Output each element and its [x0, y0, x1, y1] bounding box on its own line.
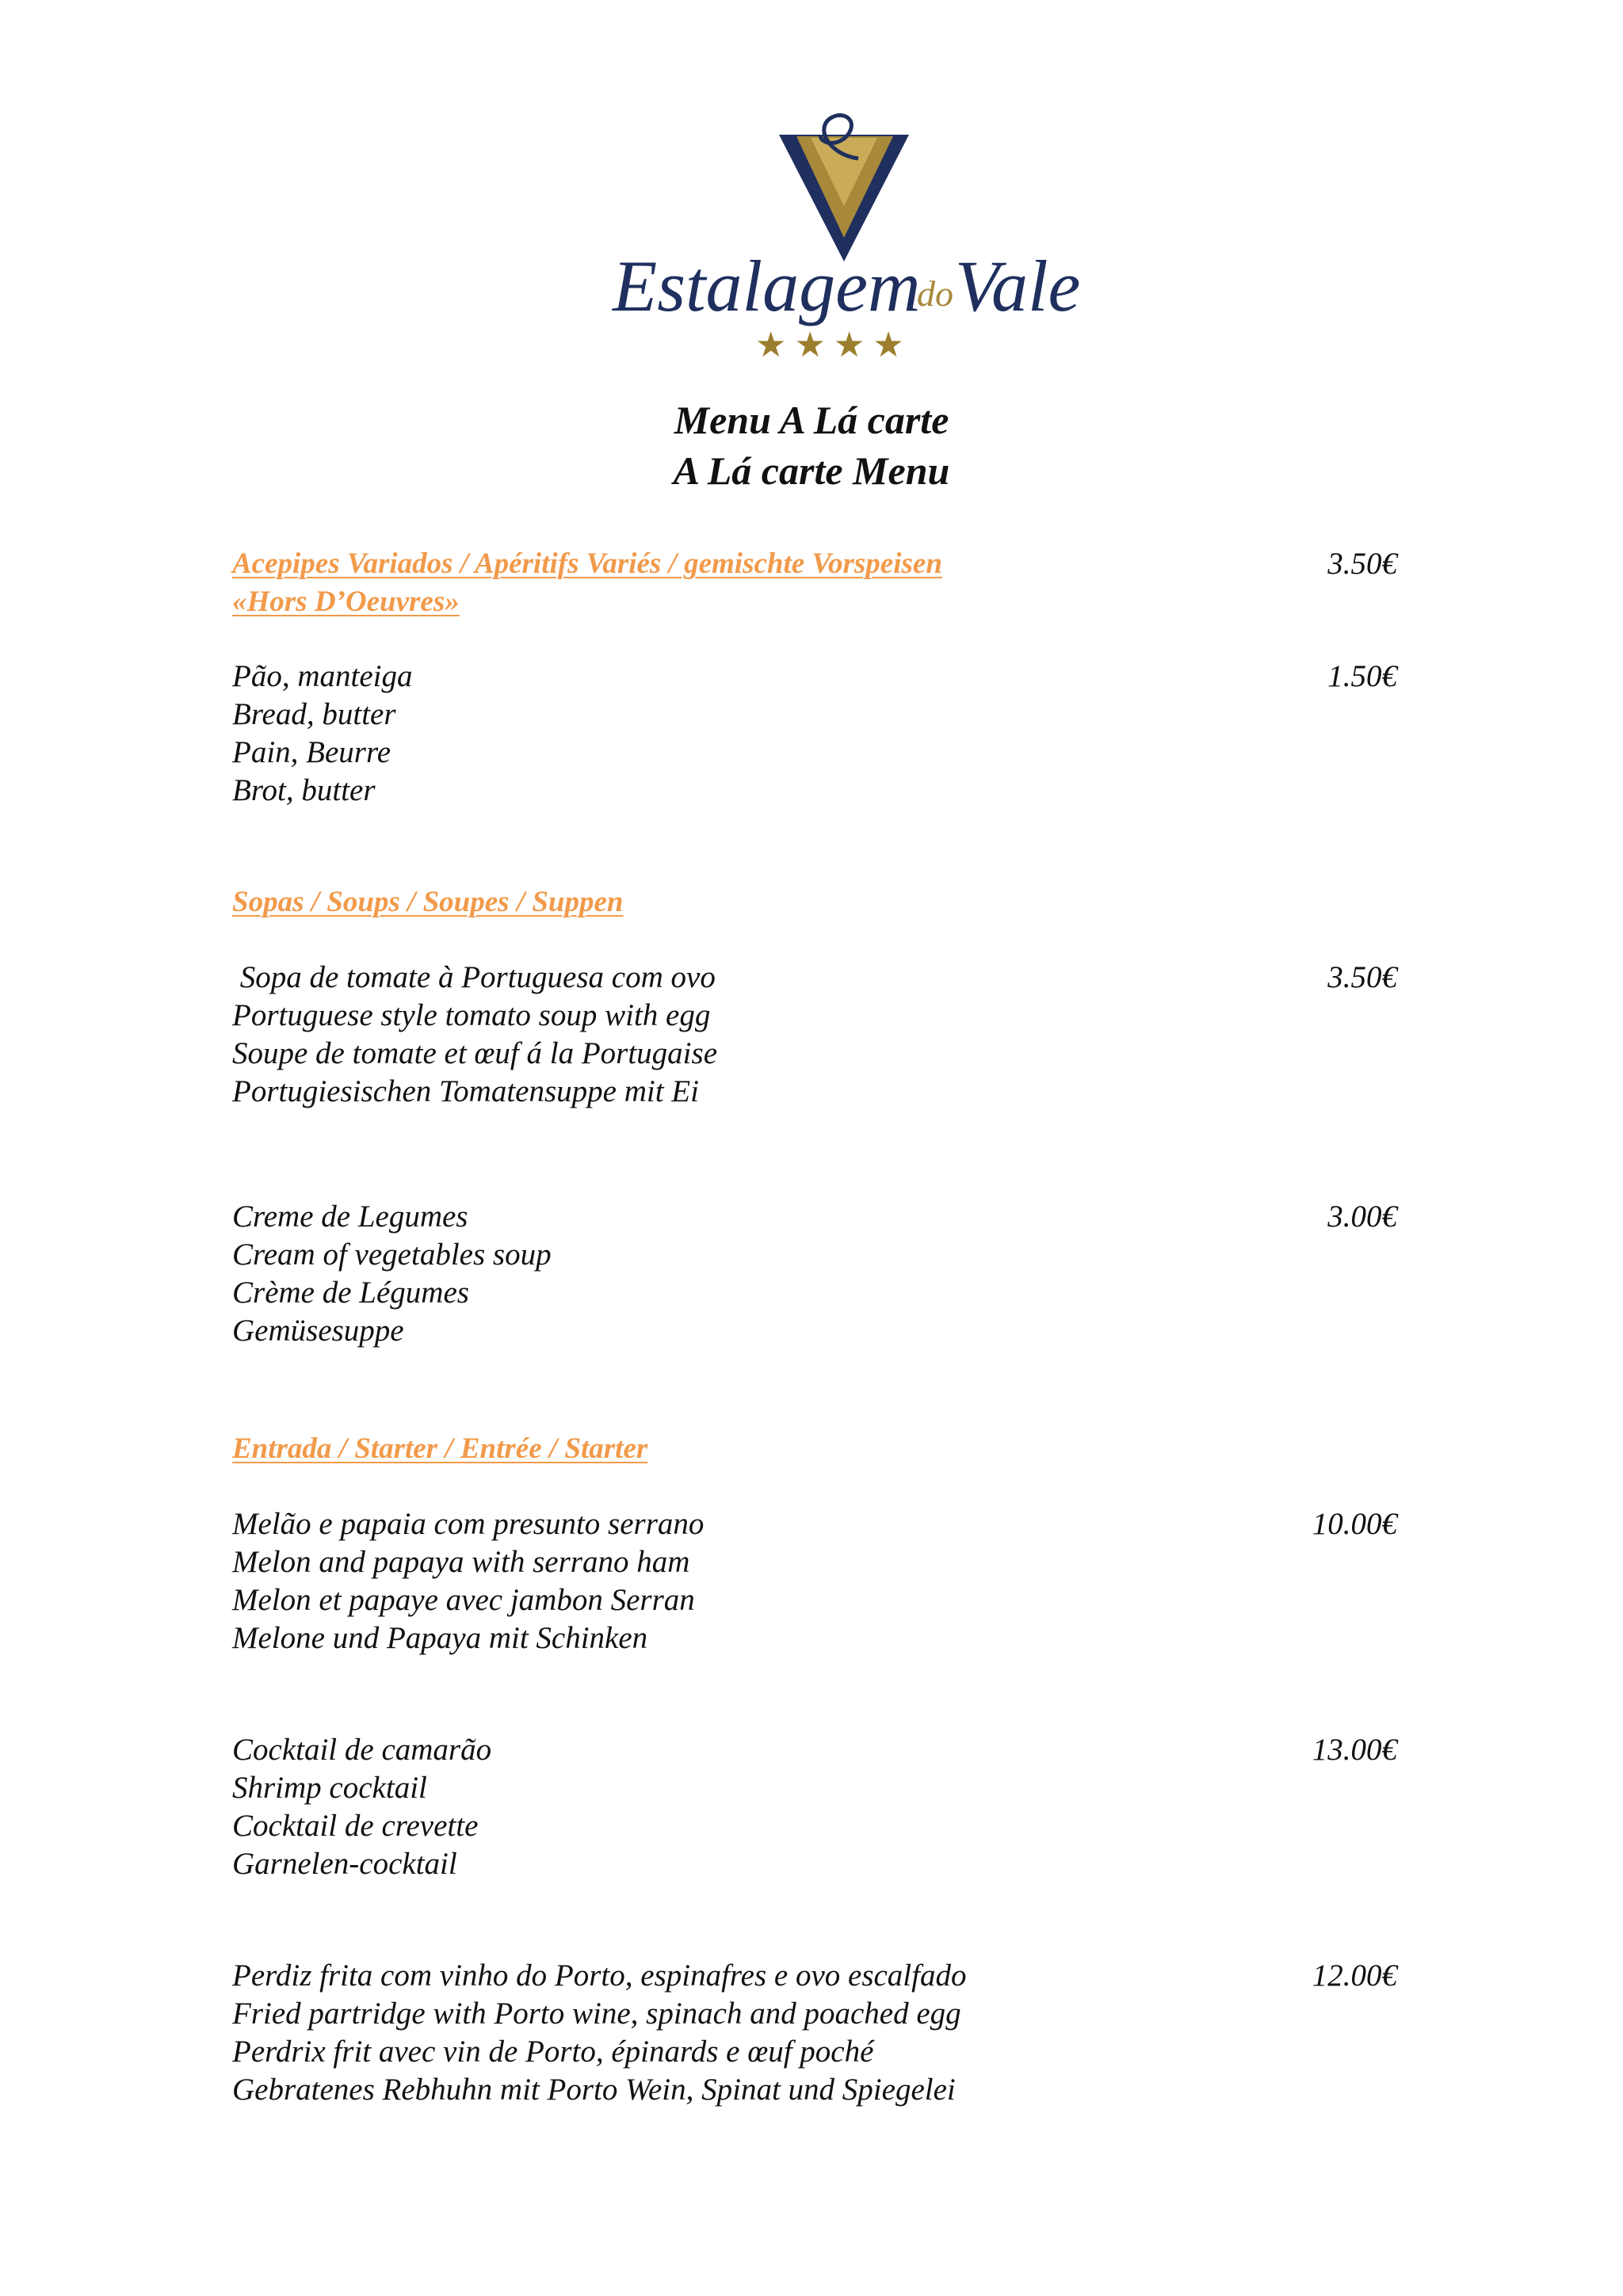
item-line-en: Bread, butter: [232, 697, 396, 731]
menu-subtitle: A Lá carte Menu: [673, 448, 950, 493]
logo-graphic: [606, 111, 1082, 364]
menu-item-shrimp-cocktail: [232, 1731, 1397, 1883]
item-line-en: Melon and papaya with serrano ham: [232, 1545, 690, 1579]
price-vegetable-soup: 3.00€: [1327, 1199, 1397, 1234]
item-line-de: Gebratenes Rebhuhn mit Porto Wein, Spinat und Spiegelei: [232, 2073, 956, 2107]
item-line-de: Portugiesischen Tomatensuppe mit Ei: [232, 1074, 699, 1108]
estalagem-do-vale-logo: [606, 111, 1082, 364]
section-heading-aperitifs-sub: «Hors D’Oeuvres»: [232, 585, 460, 618]
price-tomato-soup: 3.50€: [1327, 960, 1397, 994]
item-line-fr: Cocktail de crevette: [232, 1809, 479, 1843]
item-line-fr: Pain, Beurre: [232, 735, 391, 769]
price-fried-partridge: 12.00€: [1312, 1958, 1397, 1993]
item-line-pt: Sopa de tomate à Portuguesa com ovo: [232, 960, 716, 994]
item-line-fr: Perdrix frit avec vin de Porto, épinards e œuf poché: [232, 2035, 874, 2069]
price-aperitifs: 3.50€: [1327, 547, 1397, 581]
item-line-de: Gemüsesuppe: [232, 1314, 404, 1348]
menu-title: Menu A Lá carte: [674, 398, 949, 442]
item-line-pt: Pão, manteiga: [232, 659, 413, 693]
section-heading-starters: Entrada / Starter / Entrée / Starter: [232, 1432, 648, 1465]
menu-item-vegetable-soup: [232, 1198, 1397, 1350]
menu-item-tomato-soup: [232, 959, 1397, 1111]
item-line-pt: Creme de Legumes: [232, 1199, 468, 1234]
price-bread: 1.50€: [1327, 659, 1397, 693]
price-shrimp-cocktail: 13.00€: [1312, 1733, 1397, 1767]
item-line-en: Fried partridge with Porto wine, spinach and poached egg: [232, 1997, 961, 2031]
logo-text-do: do: [917, 273, 953, 314]
price-melon-papaya: 10.00€: [1312, 1507, 1397, 1541]
item-line-fr: Soupe de tomate et œuf á la Portugaise: [232, 1036, 718, 1070]
logo-text-estalagem: Estalagem: [613, 246, 921, 326]
logo-text-vale: Vale: [955, 246, 1081, 326]
item-line-de: Melone und Papaya mit Schinken: [232, 1621, 648, 1655]
section-heading-aperitifs: Acepipes Variados / Apéritifs Variés / gemischte Vorspeisen: [232, 547, 942, 580]
menu-item-melon-papaya: [232, 1505, 1397, 1657]
menu-item-fried-partridge: [232, 1957, 1397, 2109]
item-line-pt: Melão e papaia com presunto serrano: [232, 1507, 705, 1541]
item-line-fr: Crème de Légumes: [232, 1276, 469, 1310]
logo-stars: ★★★★: [755, 325, 912, 364]
item-line-de: Brot, butter: [232, 773, 376, 807]
item-line-en: Cream of vegetables soup: [232, 1238, 552, 1272]
section-heading-soups: Sopas / Soups / Soupes / Suppen: [232, 886, 624, 918]
item-line-en: Shrimp cocktail: [232, 1771, 427, 1805]
item-line-en: Portuguese style tomato soup with egg: [232, 998, 711, 1032]
item-line-pt: Perdiz frita com vinho do Porto, espinafres e ovo escalfado: [232, 1958, 967, 1993]
menu-item-bread: [232, 658, 1397, 810]
item-line-fr: Melon et papaye avec jambon Serran: [232, 1583, 695, 1617]
item-line-de: Garnelen-cocktail: [232, 1847, 457, 1881]
item-line-pt: Cocktail de camarão: [232, 1733, 492, 1767]
